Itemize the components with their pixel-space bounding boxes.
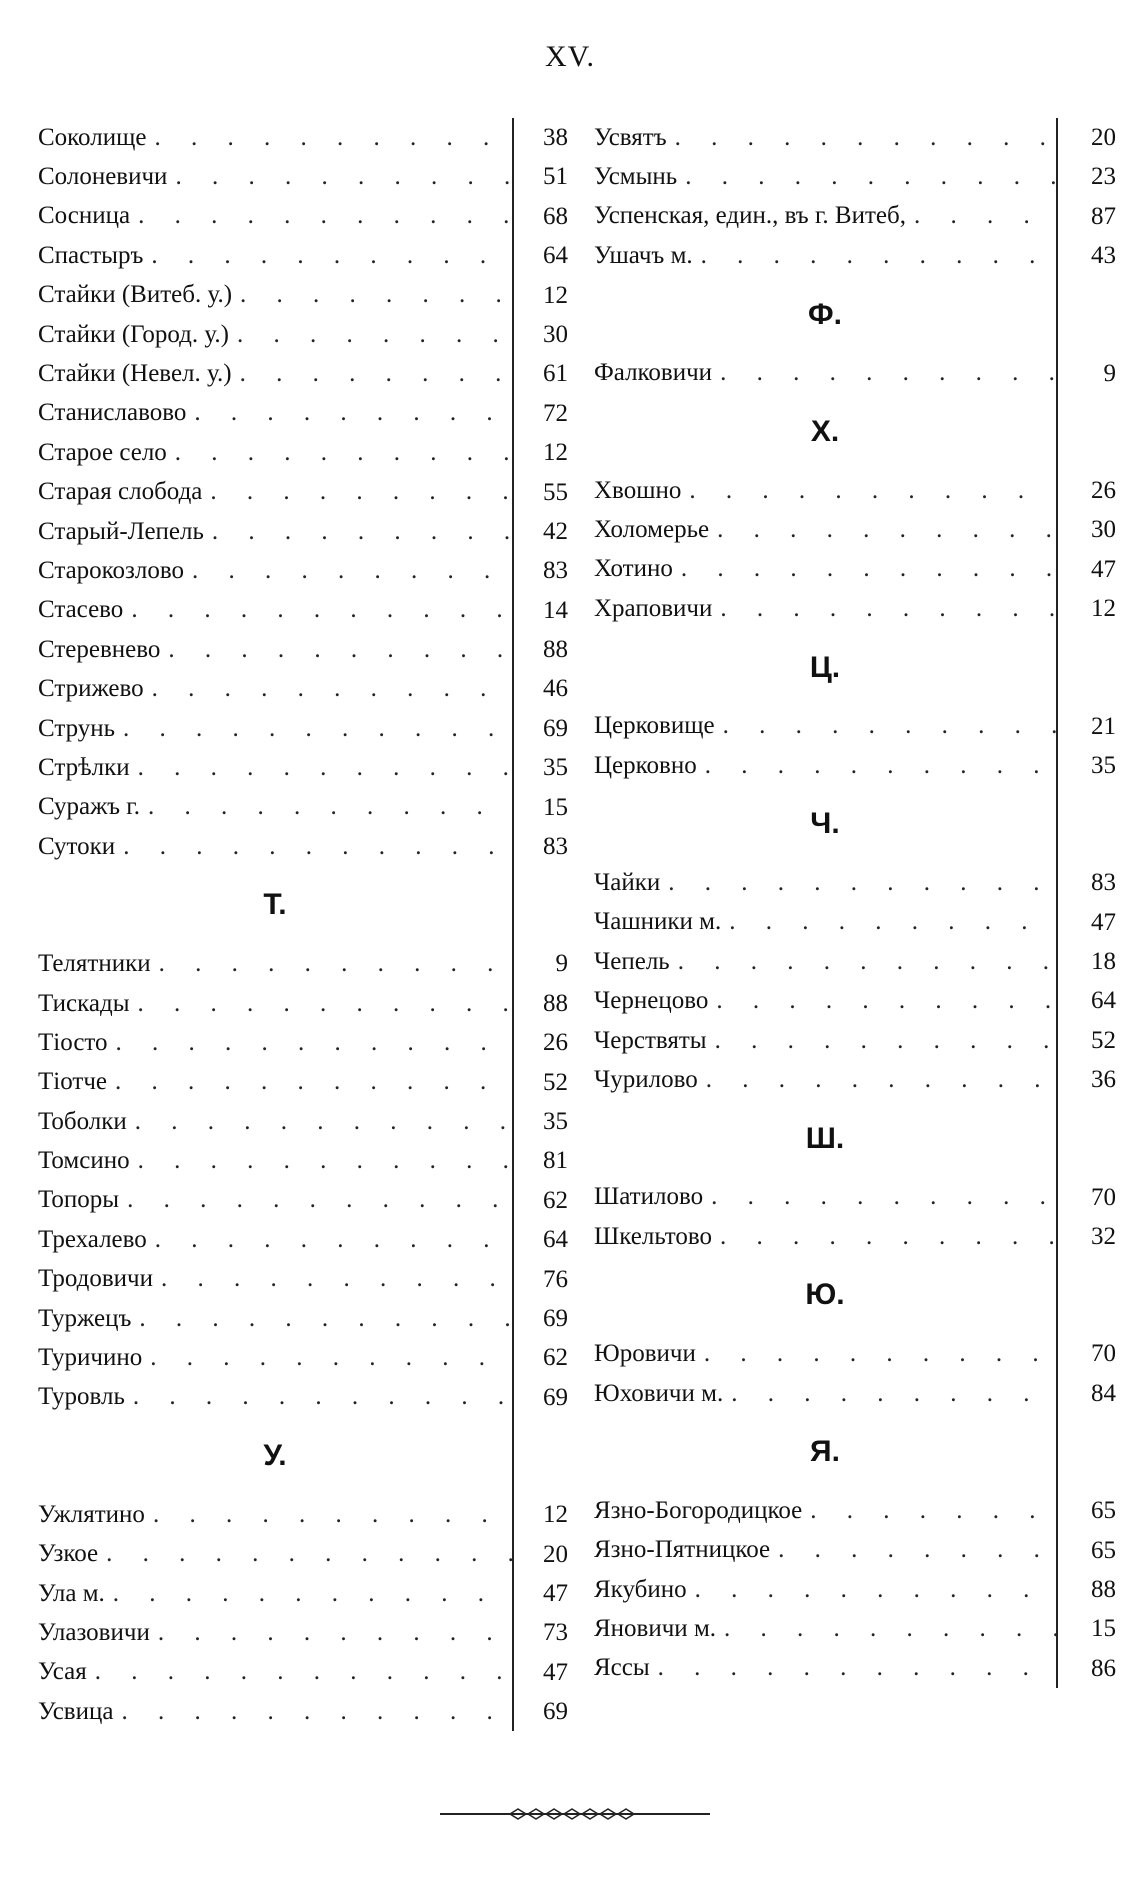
entry-name: Хвошно [594, 476, 682, 504]
entry-page-number: 70 [1056, 1334, 1116, 1373]
dot-leader [143, 242, 512, 270]
index-entry [594, 157, 1116, 196]
index-entry [594, 707, 1116, 746]
entry-name: Хотино [594, 555, 673, 583]
dot-leader [707, 1027, 1056, 1055]
entry-page-number: 12 [512, 1495, 568, 1534]
column-rule [1056, 1256, 1116, 1334]
entry-name: Струнь [38, 714, 116, 742]
entry-page-number: 9 [1056, 354, 1116, 393]
entry-page-number: 88 [512, 984, 568, 1023]
entry-name: Шкельтово [594, 1222, 712, 1250]
entry-name: Тіосто [38, 1028, 108, 1056]
entry-page-number: 72 [512, 394, 568, 433]
letter-heading-row [594, 276, 1116, 354]
entry-name: Тоболки [38, 1107, 127, 1135]
index-entry [38, 1299, 568, 1338]
dot-leader [723, 1380, 1056, 1408]
dot-leader [670, 948, 1056, 976]
index-entry [594, 1060, 1116, 1099]
entry-page-number: 73 [512, 1613, 568, 1652]
dot-leader [123, 596, 512, 624]
column-rule [1056, 1100, 1116, 1178]
entry-name: Усая [38, 1658, 87, 1686]
dot-leader [693, 242, 1056, 270]
entry-name: Телятники [38, 950, 151, 978]
letter-heading-row [594, 1413, 1116, 1491]
entry-page-number: 87 [1056, 197, 1116, 236]
entry-name: Церковно [594, 751, 697, 779]
entry-page-number: 81 [512, 1141, 568, 1180]
index-entry [38, 394, 568, 433]
entry-page-number: 69 [512, 1692, 568, 1731]
index-entry [594, 1178, 1116, 1217]
letter-heading: Ш. [805, 1121, 845, 1155]
dot-leader [698, 1066, 1056, 1094]
index-entry [38, 1574, 568, 1613]
column-rule [512, 866, 568, 944]
index-entry [594, 197, 1116, 236]
letter-heading: Ф. [808, 297, 842, 331]
entry-name: Тіотче [38, 1068, 107, 1096]
dot-leader [107, 1068, 512, 1096]
dot-leader [145, 1501, 512, 1529]
letter-heading-row [594, 1256, 1116, 1334]
entry-name: Улазовичи [38, 1618, 150, 1646]
entry-page-number: 26 [512, 1023, 568, 1062]
index-entry [594, 1570, 1116, 1609]
entry-name: Тискады [38, 989, 130, 1017]
dot-leader [696, 1340, 1056, 1368]
entry-name: Топоры [38, 1186, 120, 1214]
index-entry [594, 1334, 1116, 1373]
letter-heading: Ц. [809, 650, 841, 684]
letter-heading: Х. [810, 414, 840, 448]
entry-page-number: 68 [512, 197, 568, 236]
entry-name: Юровичи [594, 1340, 696, 1368]
dot-leader [697, 752, 1056, 780]
entry-page-number: 43 [1056, 236, 1116, 275]
letter-heading: Т. [263, 888, 287, 922]
entry-page-number: 26 [1056, 471, 1116, 510]
letter-heading-row [38, 1417, 568, 1495]
index-entry [38, 944, 568, 983]
index-entry [594, 903, 1116, 942]
entry-page-number: 83 [1056, 863, 1116, 902]
entry-page-number: 69 [512, 1299, 568, 1338]
dot-leader [677, 163, 1056, 191]
dot-leader [105, 1580, 512, 1608]
letter-heading-row [594, 629, 1116, 707]
entry-page-number: 15 [512, 788, 568, 827]
index-entry [594, 1374, 1116, 1413]
dot-leader [802, 1497, 1056, 1525]
entry-page-number: 62 [512, 1338, 568, 1377]
entry-page-number: 61 [512, 354, 568, 393]
entry-name: Стрижево [38, 675, 144, 703]
index-entry [38, 1338, 568, 1377]
dot-leader [650, 1654, 1056, 1682]
entry-page-number: 42 [512, 512, 568, 551]
entry-name: Ула м. [38, 1579, 105, 1607]
entry-name: Фалковичи [594, 359, 713, 387]
index-entry [38, 1141, 568, 1180]
entry-name: Трехалево [38, 1225, 147, 1253]
dot-leader [229, 321, 512, 349]
entry-page-number: 83 [512, 551, 568, 590]
index-entry [594, 863, 1116, 902]
dot-leader [232, 281, 512, 309]
entry-name: Старая слобода [38, 478, 203, 506]
entry-page-number: 21 [1056, 707, 1116, 746]
entry-page-number: 30 [1056, 510, 1116, 549]
index-entry [38, 1613, 568, 1652]
entry-name: Чурилово [594, 1065, 698, 1093]
entry-page-number: 55 [512, 473, 568, 512]
index-entry [38, 1102, 568, 1141]
dot-leader [712, 595, 1056, 623]
entry-name: Старый-Лепель [38, 517, 204, 545]
dot-leader [708, 987, 1056, 1015]
index-entry [38, 512, 568, 551]
entry-name: Старое село [38, 438, 167, 466]
entry-name: Усвица [38, 1697, 114, 1725]
entry-page-number: 46 [512, 669, 568, 708]
entry-page-number: 52 [1056, 1021, 1116, 1060]
dot-leader [715, 712, 1056, 740]
entry-name: Томсино [38, 1147, 130, 1175]
entry-name: Чайки [594, 868, 661, 896]
letter-heading: У. [263, 1439, 287, 1473]
entry-name: Чернецово [594, 987, 709, 1015]
index-entry [38, 118, 568, 157]
column-rule [1056, 393, 1116, 471]
entry-page-number: 12 [512, 276, 568, 315]
dot-leader [130, 1147, 512, 1175]
entry-name: Язно-Пятницкое [594, 1536, 771, 1564]
dot-leader [98, 1540, 512, 1568]
column-rule [1056, 276, 1116, 354]
dot-leader [144, 675, 512, 703]
entry-page-number: 64 [1056, 981, 1116, 1020]
index-entry [594, 981, 1116, 1020]
index-entry [38, 276, 568, 315]
entry-name: Шатилово [594, 1183, 704, 1211]
dot-leader [130, 754, 512, 782]
dot-leader [142, 1344, 512, 1372]
entry-name: Стайки (Невел. у.) [38, 360, 232, 388]
dot-leader [146, 124, 512, 152]
dot-leader [130, 202, 512, 230]
index-entry [38, 748, 568, 787]
entry-name: Туржецъ [38, 1304, 132, 1332]
index-entry [38, 1495, 568, 1534]
index-entry [594, 550, 1116, 589]
entry-name: Яновичи м. [594, 1615, 717, 1643]
entry-name: Стасево [38, 596, 124, 624]
entry-page-number: 70 [1056, 1178, 1116, 1217]
index-entry [38, 1023, 568, 1062]
entry-page-number: 47 [1056, 550, 1116, 589]
index-entry [38, 315, 568, 354]
entry-name: Успенская, един., въ г. Витеб, [594, 202, 906, 230]
page-number: XV. [545, 40, 595, 73]
dot-leader [716, 1615, 1056, 1643]
entry-page-number: 14 [512, 591, 568, 630]
entry-page-number: 76 [512, 1260, 568, 1299]
dot-leader [906, 202, 1056, 230]
entry-page-number: 18 [1056, 942, 1116, 981]
column-rule [1056, 1413, 1116, 1491]
dot-leader [712, 359, 1056, 387]
dot-leader [770, 1536, 1056, 1564]
index-entry [38, 709, 568, 748]
dot-leader [87, 1658, 512, 1686]
index-entry [38, 157, 568, 196]
dot-leader [153, 1265, 512, 1293]
entry-name: Усвятъ [594, 123, 667, 151]
entry-name: Ужлятино [38, 1500, 145, 1528]
index-entry [38, 1260, 568, 1299]
index-entry [38, 1181, 568, 1220]
dot-leader [703, 1183, 1056, 1211]
letter-heading-row [594, 1100, 1116, 1178]
entry-page-number: 32 [1056, 1217, 1116, 1256]
entry-name: Якубино [594, 1575, 687, 1603]
dot-leader [721, 908, 1056, 936]
entry-page-number: 88 [512, 630, 568, 669]
entry-page-number: 47 [512, 1574, 568, 1613]
dot-leader [115, 715, 512, 743]
entry-page-number: 12 [1056, 589, 1116, 628]
entry-page-number: 69 [512, 709, 568, 748]
entry-page-number: 52 [512, 1063, 568, 1102]
column-rule [1056, 629, 1116, 707]
entry-page-number: 64 [512, 1220, 568, 1259]
entry-name: Стайки (Витеб. у.) [38, 281, 233, 309]
index-entry [594, 1609, 1116, 1648]
entry-page-number: 69 [512, 1378, 568, 1417]
index-entry [38, 354, 568, 393]
dot-leader [712, 1223, 1056, 1251]
entry-name: Яссы [594, 1654, 650, 1682]
dot-leader [167, 439, 512, 467]
letter-heading-row [594, 393, 1116, 471]
dot-leader [232, 360, 512, 388]
index-entry [38, 827, 568, 866]
index-entry [38, 236, 568, 275]
letter-heading: Я. [810, 1435, 840, 1469]
index-entry [38, 591, 568, 630]
entry-name: Церковище [594, 712, 715, 740]
dot-leader [673, 555, 1056, 583]
entry-page-number: 86 [1056, 1649, 1116, 1688]
entry-name: Спастыръ [38, 241, 144, 269]
entry-page-number: 64 [512, 236, 568, 275]
entry-name: Солоневичи [38, 163, 168, 191]
dot-leader [125, 1383, 512, 1411]
index-entry [38, 984, 568, 1023]
entry-page-number: 30 [512, 315, 568, 354]
entry-name: Язно-Богородицкое [594, 1496, 803, 1524]
entry-page-number: 65 [1056, 1491, 1116, 1530]
decorative-rule-ornament [440, 1804, 710, 1824]
dot-leader [186, 399, 512, 427]
index-column-left [38, 118, 568, 1731]
index-entry [594, 510, 1116, 549]
index-entry [38, 1692, 568, 1731]
entry-name: Чашники м. [594, 908, 722, 936]
index-entry [38, 788, 568, 827]
index-entry [594, 1649, 1116, 1688]
letter-heading: Ю. [805, 1278, 845, 1312]
dot-leader [130, 990, 512, 1018]
dot-leader [108, 1029, 512, 1057]
entry-name: Сутоки [38, 832, 116, 860]
index-entry [594, 1491, 1116, 1530]
entry-name: Стрѣлки [38, 753, 130, 781]
entry-page-number: 36 [1056, 1060, 1116, 1099]
entry-name: Узкое [38, 1540, 99, 1568]
dot-leader [660, 869, 1056, 897]
dot-leader [167, 163, 512, 191]
index-entry [594, 118, 1116, 157]
index-entry [38, 433, 568, 472]
entry-page-number: 20 [1056, 118, 1116, 157]
entry-page-number: 62 [512, 1181, 568, 1220]
entry-name: Станиславово [38, 399, 187, 427]
dot-leader [204, 518, 512, 546]
entry-page-number: 38 [512, 118, 568, 157]
column-rule [512, 1417, 568, 1495]
entry-page-number: 15 [1056, 1609, 1116, 1648]
entry-page-number: 35 [1056, 746, 1116, 785]
index-entry [594, 942, 1116, 981]
entry-page-number: 20 [512, 1535, 568, 1574]
entry-name: Ушачъ м. [594, 241, 693, 269]
index-entry [594, 1531, 1116, 1570]
entry-name: Туровль [38, 1383, 125, 1411]
dot-leader [147, 1226, 512, 1254]
index-entry [594, 746, 1116, 785]
dot-leader [160, 636, 512, 664]
letter-heading-row [38, 866, 568, 944]
entry-name: Чепель [594, 947, 670, 975]
entry-page-number: 35 [512, 1102, 568, 1141]
entry-page-number: 12 [512, 433, 568, 472]
letter-heading: Ч. [810, 807, 840, 841]
entry-name: Соколище [38, 123, 147, 151]
dot-leader [709, 516, 1056, 544]
entry-name: Холомерье [594, 516, 710, 544]
dot-leader [150, 1619, 512, 1647]
entry-name: Юховичи м. [594, 1379, 724, 1407]
index-entry [38, 1220, 568, 1259]
entry-page-number: 51 [512, 157, 568, 196]
dot-leader [127, 1108, 512, 1136]
index-entry [38, 630, 568, 669]
entry-name: Старокозлово [38, 556, 185, 584]
entry-page-number: 47 [1056, 903, 1116, 942]
index-entry [594, 354, 1116, 393]
index-entry [594, 471, 1116, 510]
entry-name: Стеревнево [38, 635, 161, 663]
entry-page-number: 65 [1056, 1531, 1116, 1570]
dot-leader [184, 557, 512, 585]
index-entry [38, 1653, 568, 1692]
index-entry [38, 197, 568, 236]
entry-name: Туричино [38, 1344, 143, 1372]
entry-name: Усмынь [594, 163, 678, 191]
dot-leader [202, 478, 512, 506]
index-entry [38, 1063, 568, 1102]
dot-leader [151, 950, 512, 978]
dot-leader [667, 124, 1056, 152]
dot-leader [140, 793, 512, 821]
dot-leader [119, 1186, 512, 1214]
entry-name: Стайки (Город. у.) [38, 320, 229, 348]
entry-page-number: 9 [512, 944, 568, 983]
index-entry [594, 1021, 1116, 1060]
dot-leader [681, 477, 1056, 505]
entry-page-number: 84 [1056, 1374, 1116, 1413]
entry-page-number: 47 [512, 1653, 568, 1692]
dot-leader [113, 1698, 512, 1726]
entry-page-number: 35 [512, 748, 568, 787]
entry-page-number: 88 [1056, 1570, 1116, 1609]
entry-name: Тродовичи [38, 1265, 153, 1293]
entry-page-number: 83 [512, 827, 568, 866]
entry-name: Черствяты [594, 1026, 707, 1054]
dot-leader [115, 833, 512, 861]
entry-name: Суражъ г. [38, 793, 140, 821]
entry-page-number: 23 [1056, 157, 1116, 196]
index-entry [38, 1378, 568, 1417]
index-entry [38, 1535, 568, 1574]
index-entry [38, 669, 568, 708]
index-column-right [594, 118, 1116, 1688]
entry-name: Храповичи [594, 594, 713, 622]
index-entry [38, 551, 568, 590]
dot-leader [131, 1305, 512, 1333]
dot-leader [687, 1576, 1056, 1604]
index-entry [38, 473, 568, 512]
letter-heading-row [594, 785, 1116, 863]
index-entry [594, 589, 1116, 628]
index-entry [594, 1217, 1116, 1256]
column-rule [1056, 785, 1116, 863]
entry-name: Сосница [38, 202, 131, 230]
index-entry [594, 236, 1116, 275]
